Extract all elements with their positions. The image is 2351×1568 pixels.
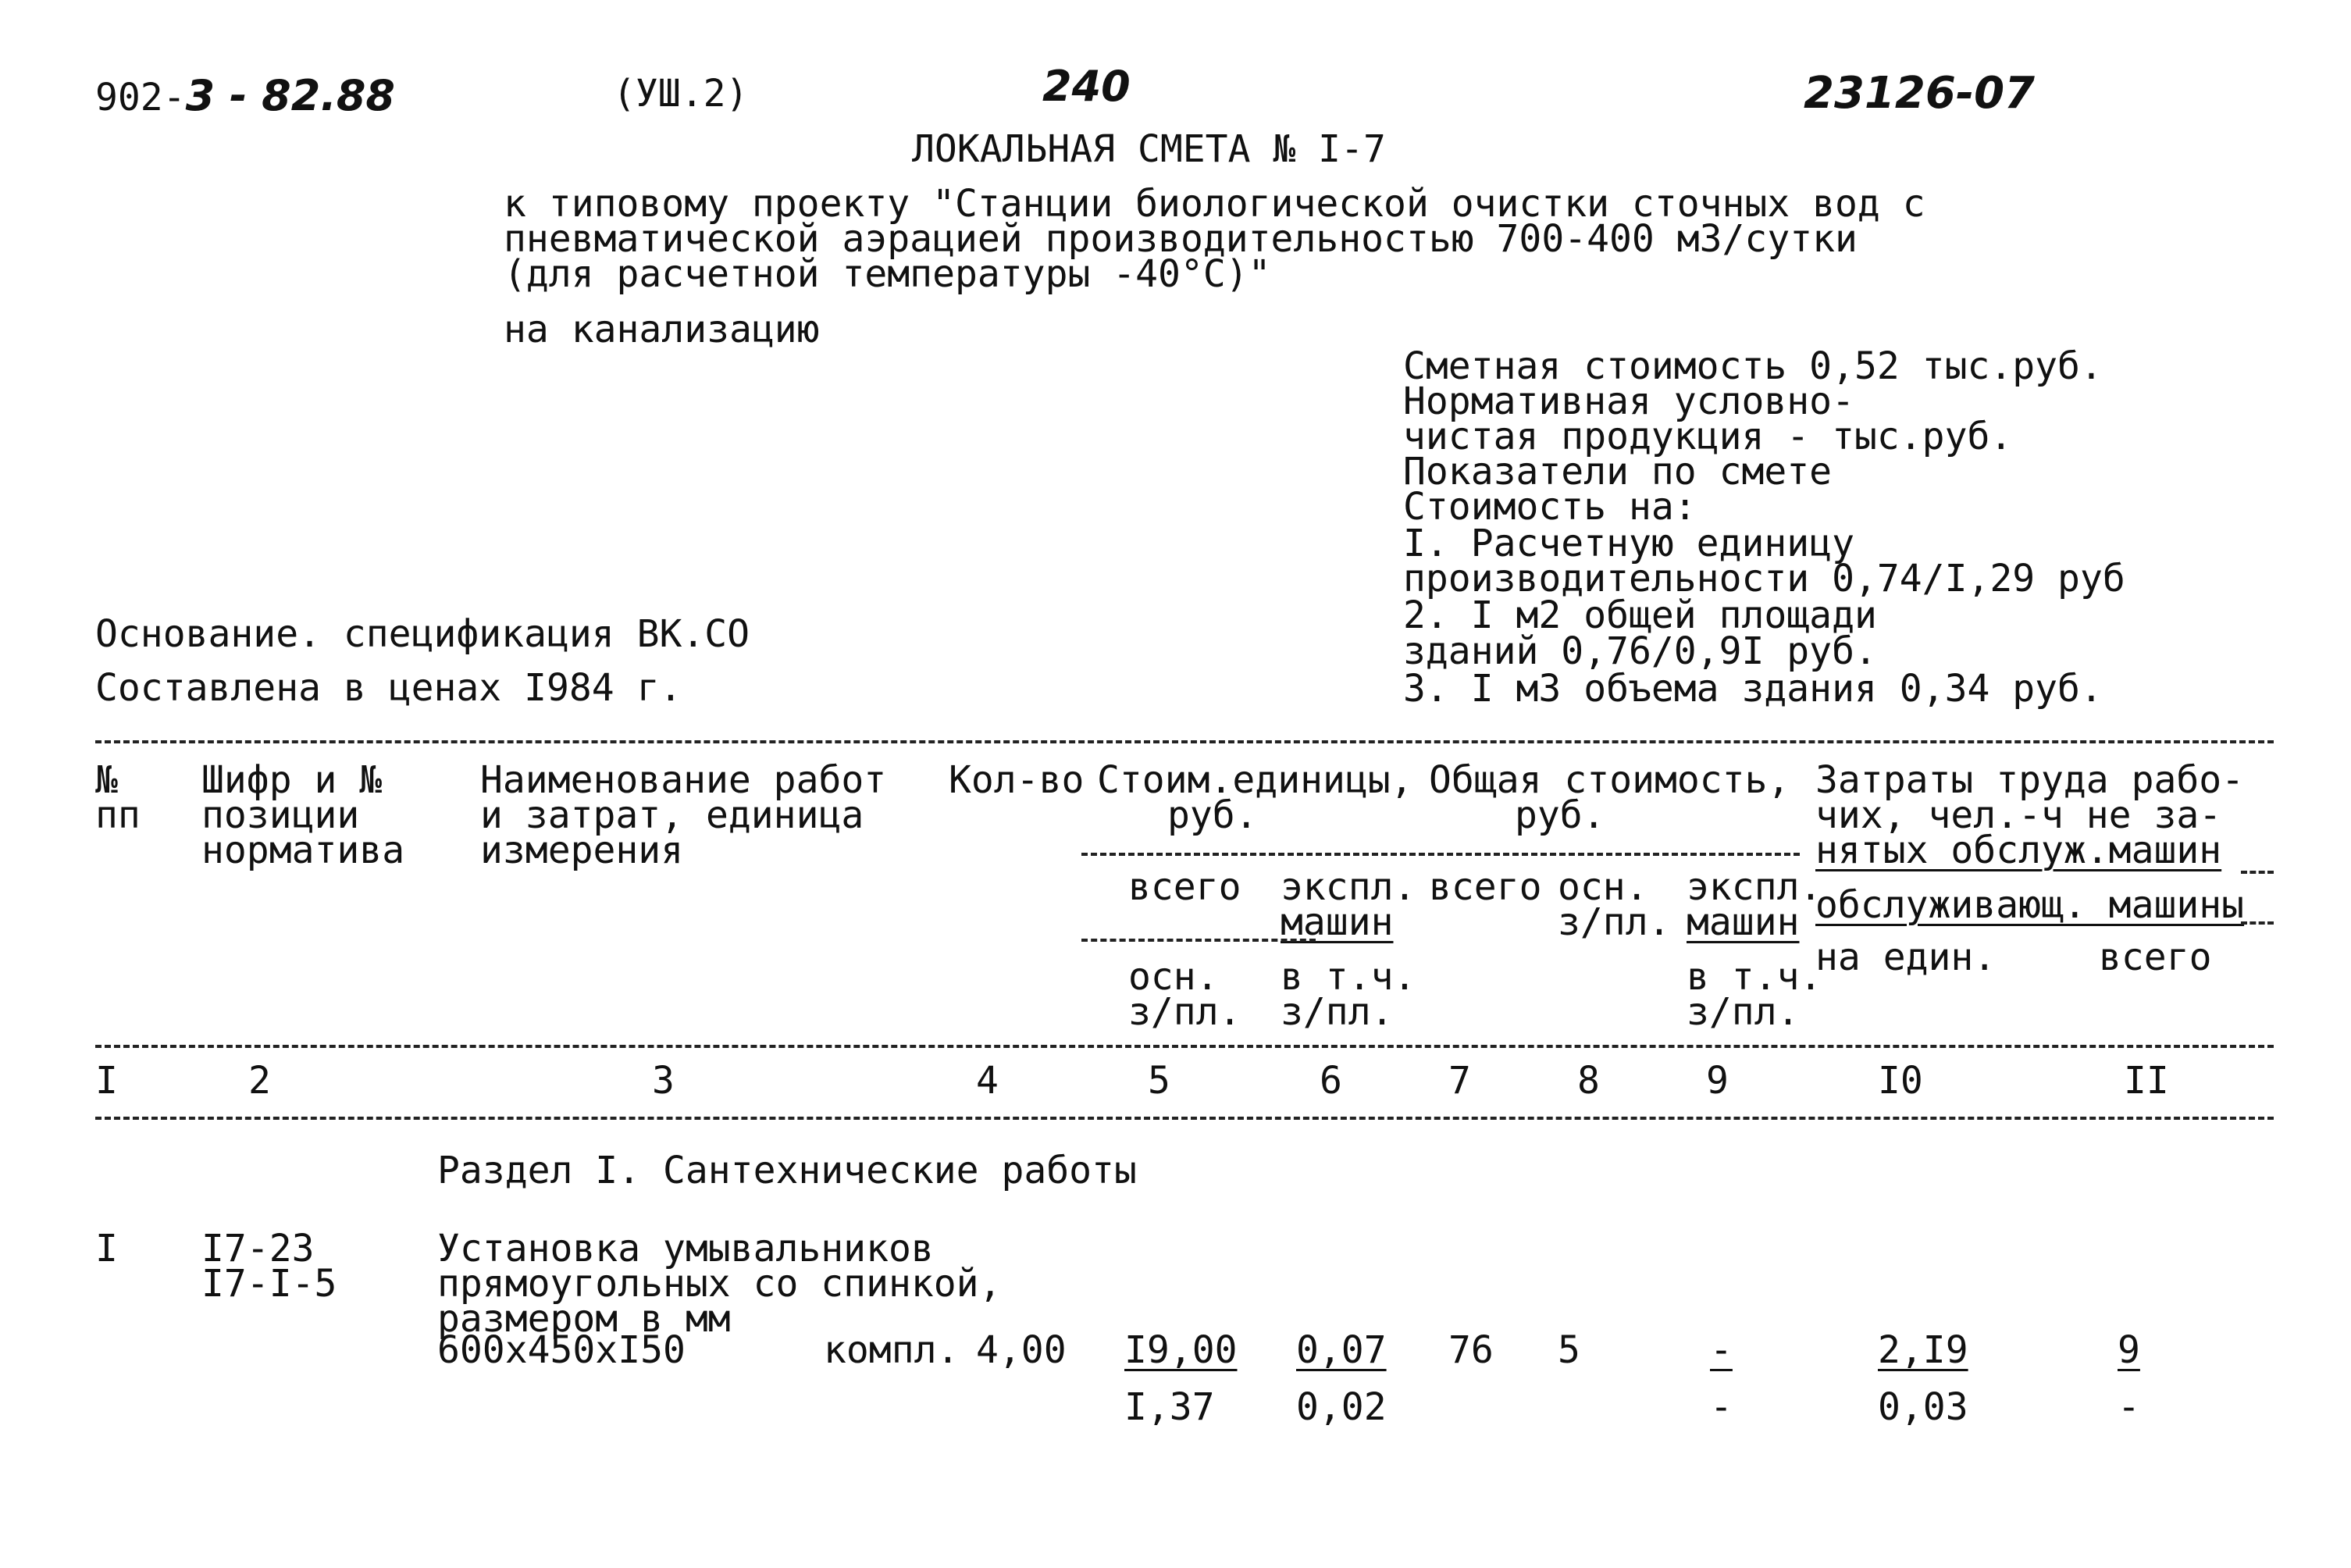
subtitle-line-2: пневматической аэрацией производительностью 700-400 м3/сутки: [504, 217, 1858, 261]
header-code-3: норматива: [201, 829, 405, 872]
summary-line: производительности 0,74/I,29 руб: [1403, 557, 2125, 600]
sub-total-wages-1: осн.: [1558, 865, 1648, 909]
sub-total-incl-wages-2: з/пл.: [1687, 990, 1800, 1034]
sub-unit-wages-2: з/пл.: [1128, 990, 1241, 1034]
header-labor-2: чих, чел.-ч не за-: [1815, 793, 2222, 837]
doc-code-right: 23126-07: [1804, 68, 2035, 119]
row-total-machines: -: [1710, 1328, 1733, 1372]
doc-code-left: [95, 71, 395, 120]
row-total: 76: [1448, 1328, 1494, 1372]
header-num-1: №: [95, 758, 118, 802]
subheader-rule-2b: [2241, 921, 2274, 925]
row-name-3: размером в мм: [437, 1297, 731, 1341]
header-total-cost-1: Общая стоимость,: [1429, 758, 1790, 802]
row-total-wages: 5: [1558, 1328, 1580, 1372]
row-code-1: I7-23: [201, 1227, 315, 1270]
sub-total-all: всего: [1429, 865, 1542, 909]
col-number: 3: [652, 1059, 675, 1103]
summary-line: Сметная стоимость 0,52 тыс.руб.: [1403, 344, 2103, 388]
header-qty: Кол-во: [949, 758, 1085, 802]
subheader-rule-1: [1081, 853, 1800, 856]
row-name-2: прямоугольных со спинкой,: [437, 1262, 1002, 1306]
summary-line: Нормативная условно-: [1403, 380, 1854, 423]
sub-unit-machines-2: машин: [1281, 900, 1394, 944]
row-unit-wages: I,37: [1124, 1385, 1215, 1429]
header-bottom-rule: [95, 1045, 2274, 1048]
doc-code-handwritten: 3 - 82.88: [185, 71, 395, 120]
basis-line-1: Основание. спецификация ВК.СО: [95, 612, 750, 656]
col-number: 5: [1148, 1059, 1170, 1103]
row-unit: компл.: [824, 1328, 960, 1372]
summary-line: Стоимость на:: [1403, 485, 1697, 529]
sub-unit-incl-wages-2: з/пл.: [1281, 990, 1394, 1034]
header-total-cost-2: руб.: [1515, 793, 1605, 837]
sub-total-incl-wages-1: в т.ч.: [1687, 955, 1822, 999]
subheader-rule-2: [1081, 939, 1316, 942]
row-labor-unit: 2,I9: [1878, 1328, 1968, 1372]
col-number: 9: [1706, 1059, 1729, 1103]
header-name-1: Наименование работ: [480, 758, 887, 802]
sub-total-machines-2: машин: [1687, 900, 1800, 944]
subtitle-line-1: к типовому проекту "Станции биологической очистки сточных вод с: [504, 182, 1925, 226]
col-number: 2: [248, 1059, 271, 1103]
sub-labor-machines: обслуживающ. машины: [1815, 883, 2245, 927]
row-num: I: [95, 1227, 118, 1270]
row-labor-total-machines: -: [2118, 1385, 2140, 1429]
col-number: II: [2124, 1059, 2169, 1103]
col-number: 8: [1577, 1059, 1600, 1103]
header-code-2: позиции: [201, 793, 360, 837]
sub-unit-incl-wages-1: в т.ч.: [1281, 955, 1416, 999]
column-numbers-bottom-rule: [95, 1117, 2274, 1120]
col-number: 6: [1320, 1059, 1342, 1103]
row-name-4: 600x450xI50: [437, 1328, 686, 1372]
row-total-machine-wages: -: [1710, 1385, 1733, 1429]
summary-line: 3. I м3 объема здания 0,34 руб.: [1403, 667, 2103, 711]
header-num-2: пп: [95, 793, 141, 837]
header-code-1: Шифр и №: [201, 758, 383, 802]
summary-line: зданий 0,76/0,9I руб.: [1403, 629, 1877, 673]
header-unit-cost-1: Стоим.единицы,: [1097, 758, 1413, 802]
row-unit-total: I9,00: [1124, 1328, 1238, 1372]
row-code-2: I7-I-5: [201, 1262, 337, 1306]
subheader-rule-1b: [2241, 871, 2274, 874]
row-unit-machine-wages: 0,02: [1296, 1385, 1387, 1429]
sub-labor-per-unit: на един.: [1815, 935, 1997, 979]
table-top-rule: [95, 740, 2274, 743]
sub-unit-total: всего: [1128, 865, 1241, 909]
col-number: I0: [1878, 1059, 1923, 1103]
summary-line: чистая продукция - тыс.руб.: [1403, 415, 2013, 458]
col-number: 4: [976, 1059, 999, 1103]
header-labor-1: Затраты труда рабо-: [1815, 758, 2245, 802]
sub-labor-total: всего: [2099, 935, 2212, 979]
purpose: на канализацию: [504, 308, 820, 351]
row-name-1: Установка умывальников: [437, 1227, 934, 1270]
header-unit-cost-2: руб.: [1167, 793, 1258, 837]
header-labor-3: нятых обслуж.машин: [1815, 829, 2222, 872]
summary-line: 2. I м2 общей площади: [1403, 593, 1877, 637]
basis-line-2: Составлена в ценах I984 г.: [95, 666, 682, 710]
header-name-3: измерения: [480, 829, 684, 872]
summary-line: I. Расчетную единицу: [1403, 522, 1854, 565]
page-number: 240: [1042, 62, 1131, 111]
doc-code-prefix: 902-: [95, 76, 186, 119]
row-labor-unit-machines: 0,03: [1878, 1385, 1968, 1429]
subtitle-line-3: (для расчетной температуры -40°C)": [504, 252, 1271, 296]
sub-total-machines-1: экспл.: [1687, 865, 1822, 909]
section-title: Раздел I. Сантехнические работы: [437, 1149, 1137, 1192]
sub-unit-machines-1: экспл.: [1281, 865, 1416, 909]
row-unit-machines: 0,07: [1296, 1328, 1387, 1372]
summary-line: Показатели по смете: [1403, 450, 1833, 494]
row-labor-total: 9: [2118, 1328, 2140, 1372]
sub-total-wages-2: з/пл.: [1558, 900, 1671, 944]
header-name-2: и затрат, единица: [480, 793, 864, 837]
row-qty: 4,00: [976, 1328, 1067, 1372]
col-number: I: [95, 1059, 118, 1103]
section-code: (УШ.2): [613, 72, 749, 116]
col-number: 7: [1448, 1059, 1471, 1103]
sub-unit-wages-1: осн.: [1128, 955, 1219, 999]
page-title: ЛОКАЛЬНАЯ СМЕТА № I-7: [912, 127, 1386, 171]
